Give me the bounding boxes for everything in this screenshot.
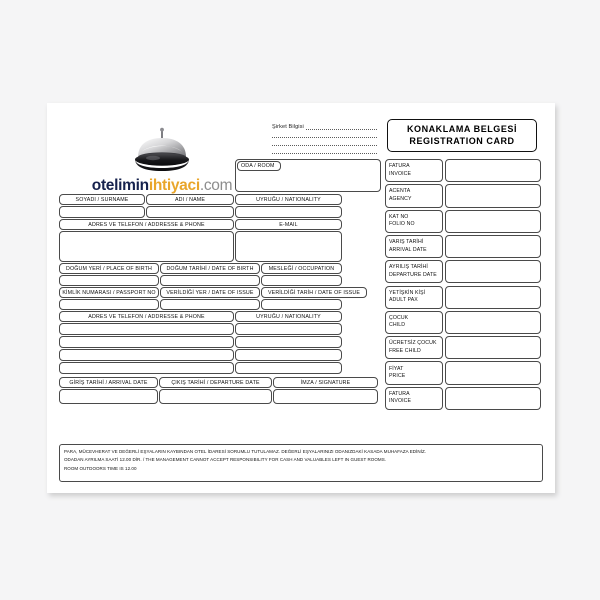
right-row-input-3[interactable] (445, 235, 541, 258)
label-signature: İMZA / SIGNATURE (273, 377, 378, 388)
input-place-of-issue[interactable] (160, 299, 260, 310)
input-name[interactable] (146, 206, 234, 218)
label-passport-no: KİMLİK NUMARASI / PASSPORT NO (59, 287, 159, 298)
right-row-label-tr: AYRILIŞ TARİHİ (389, 264, 428, 271)
input-nationality-2-line-1[interactable] (235, 323, 342, 335)
label-address: ADRES VE TELEFON / ADDRESSE & PHONE (59, 219, 234, 230)
label-surname: SOYADI / SURNAME (59, 194, 145, 205)
input-email[interactable] (235, 231, 342, 262)
right-row-label-tr: FATURA (389, 390, 410, 397)
right-row-input-8[interactable] (445, 361, 541, 384)
input-nationality[interactable] (235, 206, 342, 218)
right-row-label-3 (385, 235, 443, 258)
right-row-label-tr: FATURA (389, 163, 410, 170)
right-row-label-tr: KAT NO (389, 213, 409, 220)
right-row-input-9[interactable] (445, 387, 541, 410)
right-row-label-9 (385, 387, 443, 410)
logo-wordmark (67, 177, 257, 195)
right-row-label-en: PRICE (389, 373, 406, 380)
label-occupation: MESLEĞİ / OCCUPATION (261, 263, 342, 274)
disclaimer-note (59, 444, 543, 482)
input-signature[interactable] (273, 389, 378, 404)
dotted-line[interactable] (272, 138, 377, 146)
label-name: ADI / NAME (146, 194, 234, 205)
registration-card-document (47, 103, 555, 493)
right-row-input-6[interactable] (445, 311, 541, 334)
input-surname[interactable] (59, 206, 145, 218)
right-row-label-8 (385, 361, 443, 384)
input-nationality-2-line-2[interactable] (235, 336, 342, 348)
right-row-label-tr: FİYAT (389, 365, 404, 372)
right-row-label-tr: ÜCRETSİZ ÇOCUK (389, 340, 437, 347)
right-row-label-7 (385, 336, 443, 359)
right-row-input-5[interactable] (445, 286, 541, 309)
label-email: E-MAIL (235, 219, 342, 230)
right-row-label-6 (385, 311, 443, 334)
right-row-input-0[interactable] (445, 159, 541, 182)
input-address-2-line-4[interactable] (59, 362, 234, 374)
right-row-label-1 (385, 184, 443, 207)
input-occupation[interactable] (261, 275, 342, 286)
document-title-badge (387, 119, 537, 152)
input-address-2-line-2[interactable] (59, 336, 234, 348)
right-row-label-en: CHILD (389, 322, 406, 329)
input-passport-no[interactable] (59, 299, 159, 310)
company-info-label: Şirket Bilgisi (272, 123, 304, 130)
company-info-block (272, 120, 377, 162)
right-row-label-en: AGENCY (389, 195, 412, 202)
hotel-service-bell-icon (67, 125, 257, 173)
right-row-input-2[interactable] (445, 210, 541, 233)
input-address-2-line-1[interactable] (59, 323, 234, 335)
input-arrival-date[interactable] (59, 389, 158, 404)
input-address-2-line-3[interactable] (59, 349, 234, 361)
right-row-label-tr: ÇOCUK (389, 314, 409, 321)
dotted-line[interactable] (306, 121, 377, 129)
logo-text-ihtiyaci: ihtiyaci (148, 177, 200, 194)
right-row-label-en: ADULT PAX (389, 297, 418, 304)
input-address[interactable] (59, 231, 234, 262)
input-departure-date[interactable] (159, 389, 272, 404)
disclaimer-line-3: ROOM OUTDOORS TIME IS 12.00 (64, 465, 137, 471)
right-row-label-en: DEPARTURE DATE (389, 271, 437, 278)
right-row-input-7[interactable] (445, 336, 541, 359)
right-row-label-en: FOLIO NO (389, 221, 415, 228)
input-nationality-2-line-4[interactable] (235, 362, 342, 374)
dotted-line[interactable] (272, 146, 377, 154)
disclaimer-line-1: PARA, MÜCEVHERAT VE DEĞERLİ EŞYALARIN KAYBINDAN OTEL İDARESİ SORUMLU TUTULAMAZ. DEĞERLİ EŞYALARINIZI ODANIZDAKİ KASADA MUHAFAZA EDİNİZ. (64, 449, 427, 454)
right-row-label-en: INVOICE (389, 398, 412, 405)
right-row-input-4[interactable] (445, 260, 541, 283)
title-line-en: REGISTRATION CARD (409, 135, 515, 146)
title-line-tr: KONAKLAMA BELGESİ (406, 124, 517, 135)
right-row-label-5 (385, 286, 443, 309)
right-row-label-4 (385, 260, 443, 283)
right-row-label-tr: YETİŞKİN KİŞİ (389, 289, 426, 296)
logo-text-dotcom: .com (199, 177, 233, 194)
label-nationality-2: UYRUĞU / NATIONALITY (235, 311, 342, 322)
right-row-label-en: FREE CHILD (389, 347, 421, 354)
right-row-label-2 (385, 210, 443, 233)
label-date-of-issue: VERİLDİĞİ TARİH / DATE OF ISSUE (261, 287, 367, 298)
right-row-label-en: ARRIVAL DATE (389, 246, 427, 253)
room-label: ODA / ROOM (237, 161, 281, 171)
logo-text-otelimin: otelimin (91, 177, 149, 194)
right-row-label-en: INVOICE (389, 170, 412, 177)
right-row-label-tr: VARIŞ TARİHİ (389, 239, 424, 245)
right-row-label-0 (385, 159, 443, 182)
label-place-of-birth: DOĞUM YERİ / PLACE OF BIRTH (59, 263, 159, 274)
dotted-line[interactable] (272, 130, 377, 138)
label-date-of-birth: DOĞUM TARİHİ / DATE OF BIRTH (160, 263, 260, 274)
input-date-of-issue[interactable] (261, 299, 342, 310)
label-arrival-date: GİRİŞ TARİHİ / ARRIVAL DATE (59, 377, 158, 388)
input-place-of-birth[interactable] (59, 275, 159, 286)
input-date-of-birth[interactable] (160, 275, 260, 286)
disclaimer-line-2: ODADAN AYRILMA SAATİ 12.00 DİR. / THE MANAGEMENT CANNOT ACCEPT RESPONSIBILITY FOR CASH AND VALUABLES LEFT IN GUEST ROOMS. (64, 457, 387, 463)
label-place-of-issue: VERİLDİĞİ YER / DATE OF ISSUE (160, 287, 260, 298)
label-address-2: ADRES VE TELEFON / ADDRESSE & PHONE (59, 311, 234, 322)
right-row-input-1[interactable] (445, 184, 541, 207)
company-info-first-line (272, 120, 377, 130)
label-departure-date: ÇIKIŞ TARİHİ / DEPARTURE DATE (159, 377, 272, 388)
label-nationality: UYRUĞU / NATIONALITY (235, 194, 342, 205)
right-row-label-tr: ACENTA (389, 188, 411, 195)
input-nationality-2-line-3[interactable] (235, 349, 342, 361)
brand-logo (67, 125, 257, 195)
